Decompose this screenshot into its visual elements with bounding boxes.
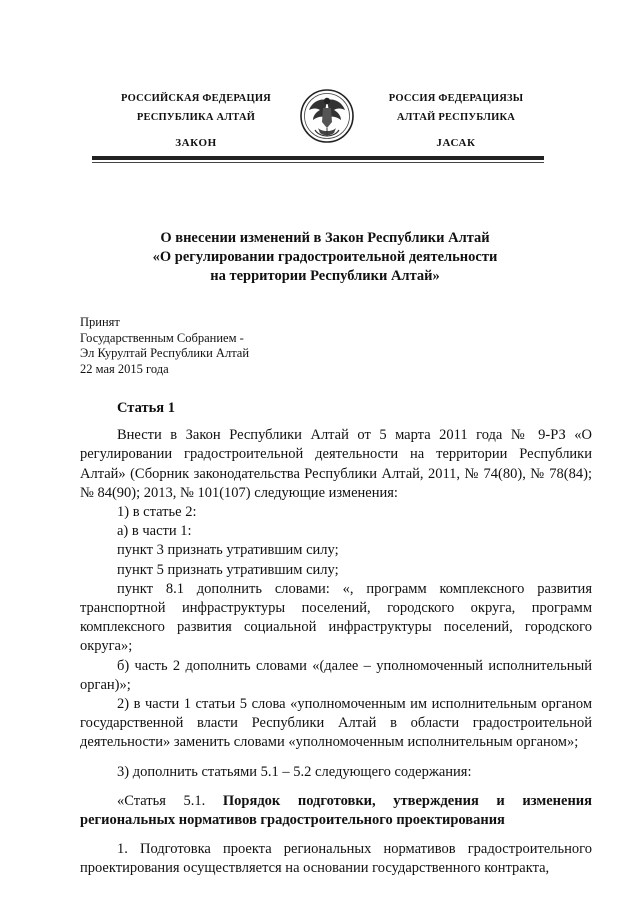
header-left-block [110, 89, 282, 153]
adoption-info [80, 315, 249, 377]
article-1-item-1: 1) в статье 2: [117, 504, 197, 521]
article-5-1-heading [80, 792, 592, 830]
article-1-item-1a: а) в части 1: [117, 523, 192, 540]
adoption-line-1: Принят [80, 315, 120, 329]
article-1-item-1b: б) часть 2 дополнить словами «(далее – уполномоченный исполнительный орган)»; [80, 657, 592, 693]
header-right-law: ЈАСАК [436, 137, 476, 149]
header-divider-thin [92, 162, 544, 163]
header-left-country: РОССИЙСКАЯ ФЕДЕРАЦИЯ [121, 93, 271, 104]
article-5-1-title: Порядок подготовки, утверждения и изменения региональных нормативов градостроительного проектирования [80, 792, 592, 829]
law-body [80, 399, 592, 879]
header-left-republic: РЕСПУБЛИКА АЛТАЙ [136, 112, 256, 123]
header-right-country: РОССИЯ ФЕДЕРАЦИЯЗЫ [388, 93, 524, 104]
article-1-item-3: 3) дополнить статьями 5.1 – 5.2 следующего содержания: [117, 763, 472, 780]
adoption-date: 22 мая 2015 года [80, 361, 169, 376]
article-1-item-1a-1: пункт 3 признать утратившим силу; [117, 542, 339, 559]
article-5-1-paragraph-1: 1. Подготовка проекта региональных нормативов градостроительного проектирования осуществляется на основании государственного контракта, [80, 841, 592, 877]
law-title [80, 229, 570, 286]
header-divider-thick [92, 156, 544, 160]
law-title-line-3: на территории Республики Алтай» [210, 268, 440, 284]
header-right-block [370, 89, 542, 153]
article-5-1-label: «Статья 5.1. [117, 792, 206, 809]
coat-of-arms-emblem-icon [298, 86, 356, 146]
article-1-item-1a-2: пункт 5 признать утратившим силу; [117, 561, 339, 578]
law-title-line-2: «О регулировании градостроительной деятельности [152, 249, 498, 265]
header-left-law: ЗАКОН [175, 137, 217, 149]
article-1-heading: Статья 1 [117, 400, 175, 416]
adoption-line-2: Государственным Собранием - [80, 330, 244, 345]
article-1-item-1a-3: пункт 8.1 дополнить словами: «, программ комплексного развития транспортной инфраструктуры поселений, городского округа, программ комплексного развития социальной инфраструктуры поселений, городского округа»; [80, 580, 592, 655]
article-1-item-2: 2) в части 1 статьи 5 слова «уполномоченным им исполнительным органом государственной власти Республики Алтай в области градостроительной деятельности» заменить словами «уполномоченным исполнительным органом»; [80, 696, 592, 751]
header-right-republic: АЛТАЙ РЕСПУБЛИКА [396, 112, 516, 123]
law-title-line-1: О внесении изменений в Закон Республики Алтай [160, 230, 490, 246]
adoption-line-3: Эл Курултай Республики Алтай [80, 346, 250, 360]
article-1-intro: Внести в Закон Республики Алтай от 5 марта 2011 года № 9-РЗ «О регулировании градостроительной деятельности на территории Республики Алтай» (Сборник законодательства Республики Алтай, 2011, № 74(80), № 78(84); № 84(90); 2013, № 101(107) следующие изменения: [80, 427, 592, 501]
